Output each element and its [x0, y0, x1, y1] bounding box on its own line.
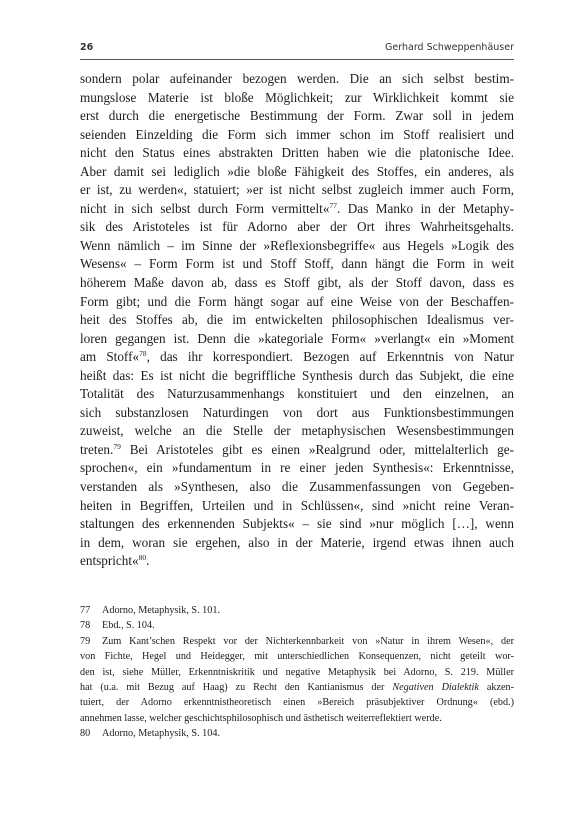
footnote-78: [80, 618, 514, 633]
text-line: nicht den Status eines abstrakten Dritten haben wie die platonische Idee.: [80, 145, 514, 161]
text-line: erst durch die energetische Bestimmung der Form. Zwar soll in jedem: [80, 108, 514, 124]
text-line: mungslose Materie ist bloße Möglichkeit; zur Wirklichkeit kommt sie: [80, 89, 514, 105]
footnotes: [80, 603, 514, 742]
text-line: sondern polar aufeinander bezogen werden. Die an sich selbst bestim-: [80, 71, 514, 86]
text-segment: , das ihr korrespondiert. Bezogen auf Erkenntnis von Natur: [146, 349, 514, 365]
footnote-line: [80, 680, 514, 695]
footnote-text: hat (u.a. mit Bezug auf Haag) zu Recht den Kantianismus der: [80, 682, 393, 694]
text-line: zuweist, welche an die Stelle der metaphysischen Wesensbestimmungen: [80, 423, 514, 439]
running-head-author: Gerhard Schweppenhäuser: [385, 42, 514, 53]
footnote-ref[interactable]: 78: [139, 349, 147, 359]
text-segment: nicht in sich selbst durch Form vermittelt«: [80, 200, 330, 216]
footnote-number: 79: [80, 635, 91, 647]
running-header: [80, 40, 514, 56]
text-line: sich substanzlosen Naturdingen von dort aus Funktionsbestimmungen: [80, 404, 514, 420]
text-line: verstanden als »Synthesen, also die Zusammenfassungen von Gegeben-: [80, 479, 514, 495]
text-line: [80, 348, 514, 367]
header-rule: [80, 59, 514, 60]
footnote-text: akzen-: [478, 682, 514, 694]
text-line: loren gegangen ist. Denn die »kategoriale Form« »verlangt« ein »Moment: [80, 330, 514, 346]
footnote-number: 80: [80, 728, 91, 740]
footnote-text: Adorno, Metaphysik, S. 101.: [102, 605, 221, 616]
text-segment: .: [146, 553, 150, 569]
footnote-ref[interactable]: 77: [329, 200, 337, 210]
footnote-line: den ist, siehe Müller, Erkenntniskritik und negative Metaphysik bei Adorno, S. 219. Müller: [80, 666, 514, 678]
text-line: Totalität des Naturzusammenhangs konstituiert und den einzelnen, an: [80, 386, 514, 402]
text-segment: entspricht«: [80, 553, 139, 569]
text-line: Form gibt; und die Form hängt sogar auf eine Weise von der Beschaffen-: [80, 293, 514, 309]
footnote-line: tuiert, der Adorno erkenntnistheoretisch einen »Bereich präsubjektiver Ordnung« (ebd.): [80, 697, 514, 709]
text-segment: treten.: [80, 441, 114, 457]
text-segment: am Stoff«: [80, 349, 140, 365]
footnote-ref[interactable]: 79: [113, 441, 121, 451]
page-number: 26: [80, 42, 94, 53]
footnote-line: [80, 634, 514, 649]
footnote-line: von Fichte, Hegel und Heidegger, mit unterschiedlichen Konsequenzen, nicht geteilt wor-: [80, 651, 514, 663]
text-line: heiten in Begriffen, Urteilen und in Schlüssen«, sind »nicht reine Veran-: [80, 497, 514, 513]
footnote-ref[interactable]: 80: [138, 553, 147, 563]
body-text: [80, 70, 514, 571]
footnote-number: 78: [80, 620, 91, 632]
text-line: [80, 200, 514, 219]
footnote-text: Adorno, Metaphysik, S. 104.: [102, 728, 221, 740]
footnote-text: Zum Kant’schen Respekt vor der Nichterkennbarkeit von »Natur in ihrem Wesen«, der: [102, 635, 514, 647]
footnote-80: [80, 726, 514, 741]
text-line: heit des Stoffes ab, die im entwickelten philosophischen Idealismus ver-: [80, 312, 514, 328]
text-segment: Bei Aristoteles gibt es einen »Realgrund oder, mittelalterlich ge-: [120, 441, 514, 457]
text-line: [80, 441, 514, 460]
book-title: Negativen Dialektik: [392, 682, 479, 694]
footnote-text: Ebd., S. 104.: [102, 620, 155, 632]
text-line: [80, 552, 514, 571]
text-line: Wesens« – Form Form ist und Stoff Stoff, dann hängt die Form in weit: [80, 256, 514, 272]
footnote-79: [80, 634, 514, 726]
text-line: höherem Maße davon ab, dass es Stoff gibt, als der Stoff davon, dass es: [80, 275, 514, 291]
text-line: Aber damit sei lediglich »die bloße Fähigkeit des Stoffes, ein anderes, als: [80, 163, 514, 179]
text-line: sprochen«, ein »fundamentum in re einer jeden Synthesis«: Erkenntnisse,: [80, 460, 514, 476]
text-line: in dem, woran sie ergehen, also in der Materie, irgend etwas ihnen auch: [80, 534, 514, 550]
text-line: sik des Aristoteles ist für Adorno aber der Ort ihres Wahrheitsgehalts.: [80, 219, 514, 235]
footnote-line: annehmen lasse, welcher geschichtsphilosophisch und ästhetisch weiterreflektiert werde.: [80, 712, 442, 724]
text-line: er ist, zu werden«, statuiert; »er ist nicht selbst zugleich immer auch Form,: [80, 182, 514, 198]
footnote-number: 77: [80, 605, 91, 616]
text-line: staltungen des erkennenden Subjekts« – sie sind »nur möglich […], wenn: [80, 516, 514, 532]
text-line: seienden Einzelding die Form sich immer schon im Stoff realisiert und: [80, 126, 514, 142]
text-segment: . Das Manko in der Metaphy-: [336, 200, 515, 216]
footnote-77: [80, 603, 514, 618]
text-line: heißt das: Es ist nicht die begriffliche Synthesis durch das Subjekt, die eine: [80, 367, 514, 383]
text-line: Wenn nämlich – im Sinne der »Reflexionsbegriffe« aus Hegels »Logik des: [80, 237, 514, 253]
